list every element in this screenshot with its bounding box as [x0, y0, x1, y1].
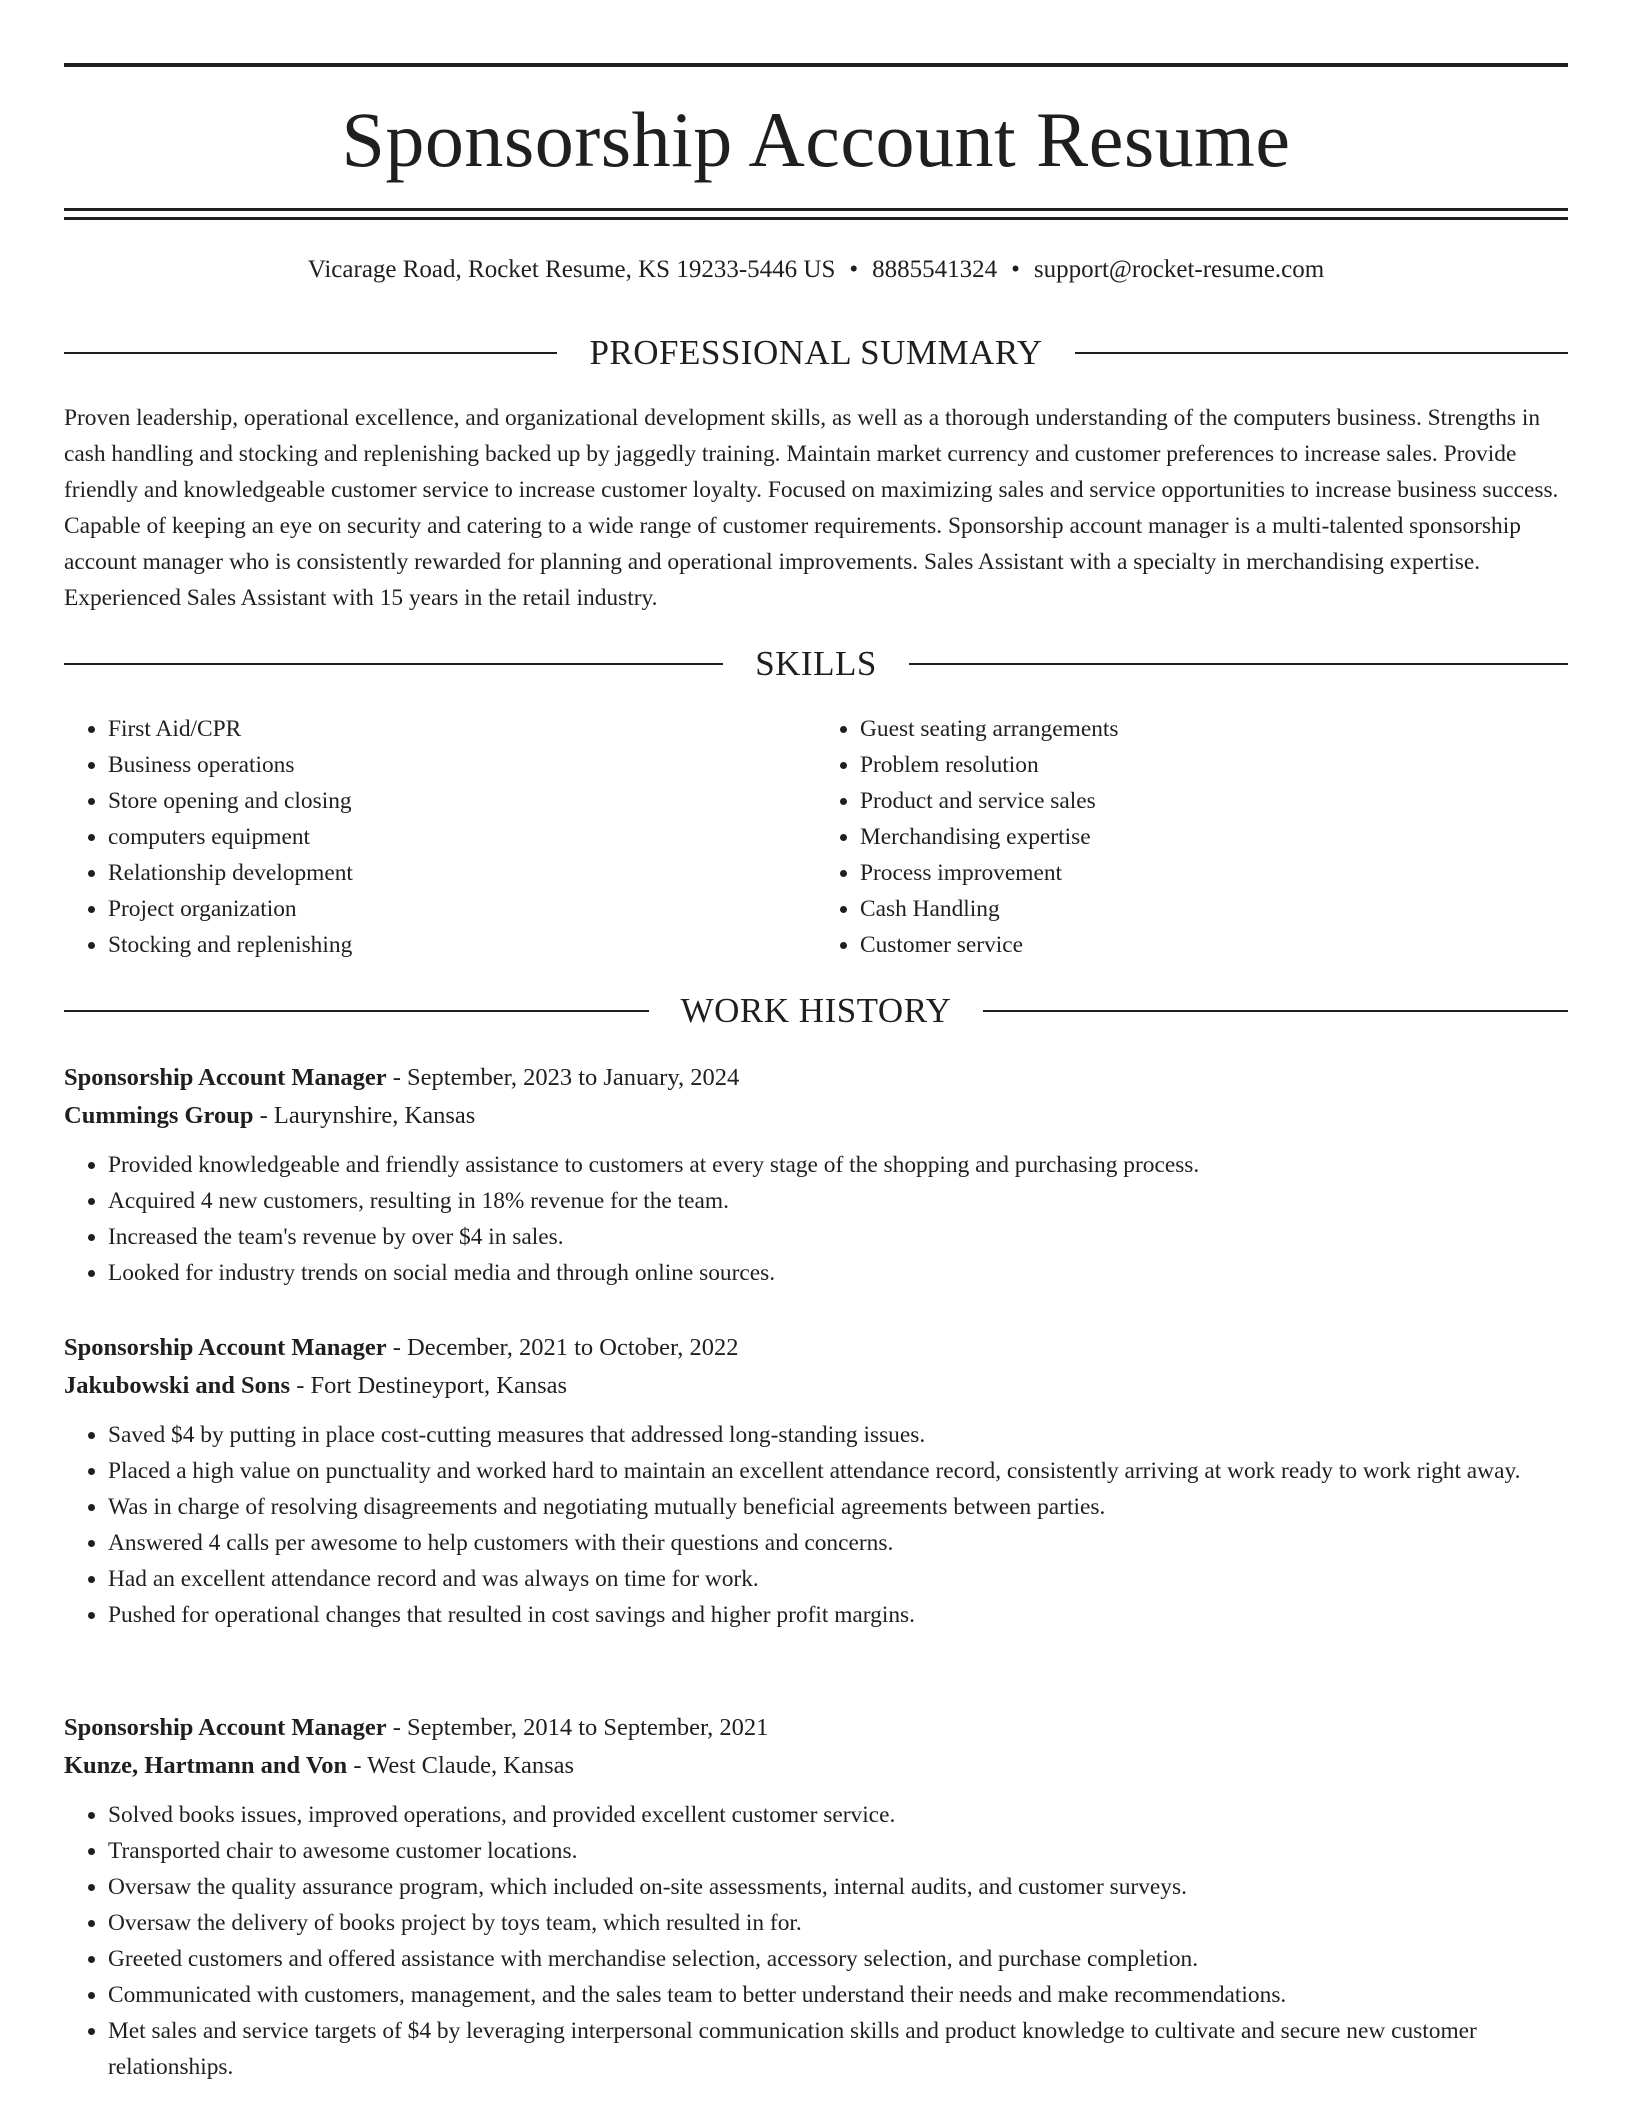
job-title-line — [64, 1059, 1568, 1097]
skill-item: • Product and service sales — [860, 783, 1568, 819]
skill-item: • Business operations — [108, 747, 816, 783]
job-bullet: • Was in charge of resolving disagreements and negotiating mutually beneficial agreements between parties. — [108, 1489, 1568, 1525]
title-double-rule — [64, 208, 1568, 220]
contact-separator: • — [849, 256, 859, 283]
skill-item: • Store opening and closing — [108, 783, 816, 819]
contact-address: Vicarage Road, Rocket Resume, KS 19233-5446 US — [307, 256, 836, 283]
job-location: - Laurynshire, Kansas — [253, 1102, 476, 1129]
job-entry — [64, 1329, 1568, 1633]
job-bullet: • Saved $4 by putting in place cost-cutting measures that addressed long-standing issues. — [108, 1417, 1568, 1453]
skill-item: • Project organization — [108, 891, 816, 927]
job-title-line — [64, 1709, 1568, 1747]
summary-heading — [64, 331, 1568, 375]
summary-heading-label: PROFESSIONAL SUMMARY — [589, 333, 1043, 372]
work-history-heading-label: WORK HISTORY — [680, 991, 952, 1030]
skill-item: • Process improvement — [860, 855, 1568, 891]
heading-rule-left — [64, 663, 723, 665]
job-bullet: • Looked for industry trends on social media and through online sources. — [108, 1255, 1568, 1291]
top-rule — [64, 63, 1568, 67]
job-title: Sponsorship Account Manager — [64, 1714, 387, 1741]
job-dates: - September, 2014 to September, 2021 — [386, 1714, 769, 1741]
job-bullet: • Increased the team's revenue by over $4 in sales. — [108, 1219, 1568, 1255]
job-bullet: • Had an excellent attendance record and was always on time for work. — [108, 1561, 1568, 1597]
job-company: Jakubowski and Sons — [64, 1372, 291, 1399]
skills-column-right — [816, 711, 1568, 963]
skill-item: • First Aid/CPR — [108, 711, 816, 747]
skill-item: • Stocking and replenishing — [108, 927, 816, 963]
job-bullet: • Oversaw the delivery of books project by toys team, which resulted in for. — [108, 1905, 1568, 1941]
skill-item: • Relationship development — [108, 855, 816, 891]
job-company-line — [64, 1367, 1568, 1405]
resume-title: Sponsorship Account Resume — [341, 96, 1291, 183]
summary-text: Proven leadership, operational excellence, and organizational development skills, as well as a thorough understanding of the computers business. Strengths in cash handling and stocking and replenishing backed up by jaggedly training. Maintain market currency and customer preferences to increase sales. Provide friendly and knowledgeable customer service to increase customer loyalty. Focused on maximizing sales and service opportunities to increase business success. Capable of keeping an eye on security and catering to a wide range of customer requirements. Sponsorship account manager is a multi-talented sponsorship account manager who is consistently rewarded for planning and operational improvements. Sales Assistant with a specialty in merchandising expertise. Experienced Sales Assistant with 15 years in the retail industry. — [64, 405, 1559, 611]
job-bullet: • Placed a high value on punctuality and worked hard to maintain an excellent attendance record, consistently arriving at work ready to work right away. — [108, 1453, 1568, 1489]
heading-rule-right — [909, 663, 1568, 665]
heading-rule-left — [64, 1010, 649, 1012]
contact-separator: • — [1011, 256, 1020, 283]
skills-column-left — [64, 711, 816, 963]
job-bullet: • Transported chair to awesome customer locations. — [108, 1833, 1568, 1869]
job-company: Kunze, Hartmann and Von — [64, 1752, 348, 1779]
job-bullets — [64, 1417, 1568, 1633]
heading-rule-right — [983, 1010, 1568, 1012]
job-company-line — [64, 1747, 1568, 1785]
job-title-line — [64, 1329, 1568, 1367]
heading-rule-right — [1075, 352, 1568, 354]
job-bullet: • Met sales and service targets of $4 by leveraging interpersonal communication skills and product knowledge to cultivate and secure new customer relationships. — [108, 2013, 1568, 2085]
heading-rule-left — [64, 352, 557, 354]
skills-heading-label: SKILLS — [755, 644, 877, 683]
job-location: - West Claude, Kansas — [347, 1752, 575, 1779]
skill-item: • Guest seating arrangements — [860, 711, 1568, 747]
job-title: Sponsorship Account Manager — [64, 1334, 387, 1361]
job-bullet: • Pushed for operational changes that resulted in cost savings and higher profit margins. — [108, 1597, 1568, 1633]
skill-item: • computers equipment — [108, 819, 816, 855]
skills-list — [64, 711, 1568, 963]
job-bullet: • Provided knowledgeable and friendly assistance to customers at every stage of the shopping and purchasing process. — [108, 1147, 1568, 1183]
job-bullets — [64, 1147, 1568, 1291]
contact-line — [64, 254, 1568, 286]
work-history-heading — [64, 989, 1568, 1033]
job-company: Cummings Group — [64, 1102, 254, 1129]
job-location: - Fort Destineyport, Kansas — [290, 1372, 568, 1399]
skill-item: • Problem resolution — [860, 747, 1568, 783]
skill-item: • Customer service — [860, 927, 1568, 963]
job-bullet: • Greeted customers and offered assistance with merchandise selection, accessory selection, and purchase completion. — [108, 1941, 1568, 1977]
job-bullet: • Oversaw the quality assurance program, which included on-site assessments, internal audits, and customer surveys. — [108, 1869, 1568, 1905]
contact-phone: 8885541324 — [872, 256, 998, 283]
contact-email: support@rocket-resume.com — [1033, 256, 1325, 283]
job-bullet: • Answered 4 calls per awesome to help customers with their questions and concerns. — [108, 1525, 1568, 1561]
job-bullets — [64, 1797, 1568, 2085]
job-company-line — [64, 1097, 1568, 1135]
job-entry — [64, 1709, 1568, 2085]
job-bullet: • Communicated with customers, management, and the sales team to better understand their needs and make recommendations. — [108, 1977, 1568, 2013]
job-dates: - December, 2021 to October, 2022 — [386, 1334, 739, 1361]
job-bullet: • Solved books issues, improved operations, and provided excellent customer service. — [108, 1797, 1568, 1833]
job-title: Sponsorship Account Manager — [64, 1064, 387, 1091]
skill-item: • Cash Handling — [860, 891, 1568, 927]
skills-heading — [64, 642, 1568, 686]
job-dates: - September, 2023 to January, 2024 — [386, 1064, 740, 1091]
skill-item: • Merchandising expertise — [860, 819, 1568, 855]
job-bullet: • Acquired 4 new customers, resulting in 18% revenue for the team. — [108, 1183, 1568, 1219]
job-entry — [64, 1059, 1568, 1291]
